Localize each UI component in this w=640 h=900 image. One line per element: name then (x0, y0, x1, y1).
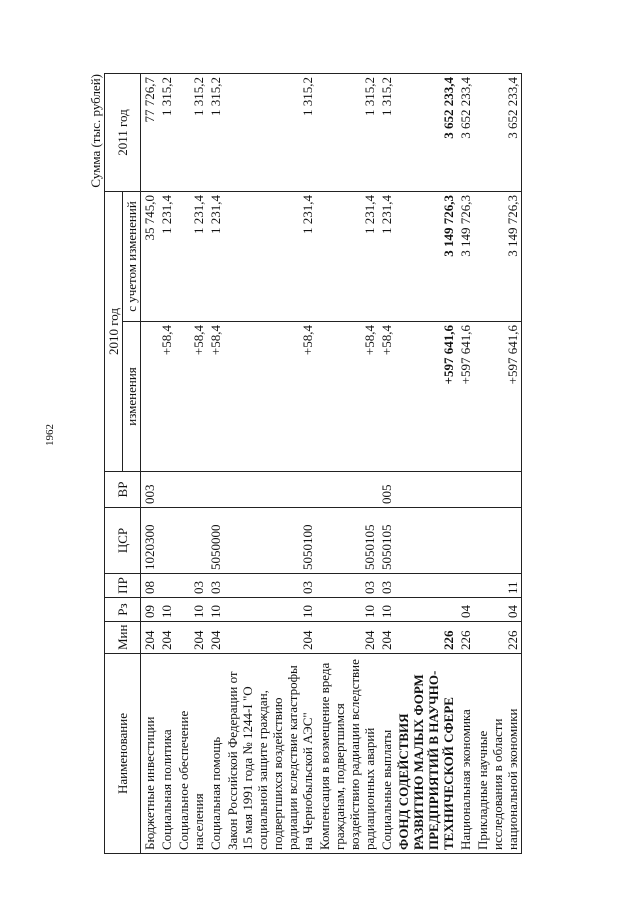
cell-with-changes: 3 149 726,3 (395, 192, 457, 322)
cell-pr: 11 (474, 574, 522, 598)
cell-pr: 03 (316, 574, 378, 598)
cell-csr: 5050105 (378, 508, 395, 574)
table-row (175, 74, 207, 854)
header-name: Наименование (105, 654, 141, 854)
cell-changes: +58,4 (378, 322, 395, 472)
cell-with-changes: 3 149 726,3 (474, 192, 522, 322)
cell-name: Социальные выплаты (378, 654, 395, 854)
header-pr: ПР (105, 574, 141, 598)
cell-year-2011: 3 652 233,4 (474, 74, 522, 192)
header-min: Мин (105, 622, 141, 654)
cell-rz: 04 (474, 598, 522, 622)
cell-csr: 5050000 (207, 508, 224, 574)
cell-vr (207, 472, 224, 508)
cell-rz: 04 (457, 598, 474, 622)
header-changes: изменения (123, 322, 141, 472)
table-row (207, 74, 224, 854)
cell-year-2011: 1 315,2 (207, 74, 224, 192)
cell-csr (175, 508, 207, 574)
cell-vr (158, 472, 175, 508)
budget-table (104, 73, 522, 854)
table-row (474, 74, 522, 854)
cell-changes: +58,4 (175, 322, 207, 472)
cell-changes: +597 641,6 (395, 322, 457, 472)
rotated-table-region (88, 74, 596, 854)
cell-csr (457, 508, 474, 574)
cell-min: 204 (141, 622, 159, 654)
cell-min: 204 (175, 622, 207, 654)
cell-pr: 03 (378, 574, 395, 598)
cell-changes: +58,4 (158, 322, 175, 472)
unit-label: Сумма (тыс. рублей) (88, 74, 103, 188)
table-row (395, 74, 457, 854)
cell-with-changes: 3 149 726,3 (457, 192, 474, 322)
table-row (457, 74, 474, 854)
header-year-2010: 2010 год (105, 192, 123, 472)
cell-year-2011: 3 652 233,4 (395, 74, 457, 192)
cell-name: Социальная помощь (207, 654, 224, 854)
cell-pr: 08 (141, 574, 159, 598)
cell-csr (395, 508, 457, 574)
cell-with-changes: 1 231,4 (378, 192, 395, 322)
cell-name: ФОНД СОДЕЙСТВИЯ РАЗВИТИЮ МАЛЫХ ФОРМ ПРЕДПРИЯТИЙ В НАУЧНО-ТЕХНИЧЕСКОЙ СФЕРЕ (395, 654, 457, 854)
cell-min: 204 (316, 622, 378, 654)
cell-name: Социальное обеспечение населения (175, 654, 207, 854)
cell-changes: +597 641,6 (457, 322, 474, 472)
cell-year-2011: 77 726,7 (141, 74, 159, 192)
cell-rz: 09 (141, 598, 159, 622)
cell-min: 226 (395, 622, 457, 654)
cell-with-changes: 1 231,4 (207, 192, 224, 322)
cell-year-2011: 1 315,2 (175, 74, 207, 192)
cell-rz: 10 (158, 598, 175, 622)
cell-pr (457, 574, 474, 598)
cell-changes: +58,4 (207, 322, 224, 472)
cell-changes (141, 322, 159, 472)
cell-name: Прикладные научные исследования в области национальной экономики (474, 654, 522, 854)
cell-changes: +58,4 (224, 322, 316, 472)
cell-vr: 003 (141, 472, 159, 508)
cell-year-2011: 1 315,2 (316, 74, 378, 192)
cell-rz: 10 (175, 598, 207, 622)
cell-min: 204 (158, 622, 175, 654)
cell-pr (158, 574, 175, 598)
cell-pr: 03 (207, 574, 224, 598)
cell-min: 204 (378, 622, 395, 654)
cell-changes: +58,4 (316, 322, 378, 472)
cell-pr: 03 (175, 574, 207, 598)
page-number: 1962 (44, 424, 56, 446)
cell-csr (474, 508, 522, 574)
table-row (316, 74, 378, 854)
cell-rz: 10 (316, 598, 378, 622)
cell-vr (474, 472, 522, 508)
cell-rz: 10 (207, 598, 224, 622)
cell-with-changes: 35 745,0 (141, 192, 159, 322)
header-rz: Рз (105, 598, 141, 622)
header-csr: ЦСР (105, 508, 141, 574)
cell-year-2011: 1 315,2 (378, 74, 395, 192)
cell-vr (316, 472, 378, 508)
cell-with-changes: 1 231,4 (158, 192, 175, 322)
cell-csr: 5050100 (224, 508, 316, 574)
table-row (224, 74, 316, 854)
cell-rz: 10 (378, 598, 395, 622)
cell-name: Закон Российской Федерации от 15 мая 1991 года № 1244-I "О социальной защите граждан, подвергшихся воздействию радиации вследствие катастрофы на Чернобыльской АЭС" (224, 654, 316, 854)
cell-min: 226 (457, 622, 474, 654)
header-year-2011: 2011 год (105, 74, 141, 192)
cell-vr (457, 472, 474, 508)
header-with-changes: с учетом изменений (123, 192, 141, 322)
cell-changes: +597 641,6 (474, 322, 522, 472)
cell-pr: 03 (224, 574, 316, 598)
cell-vr: 005 (378, 472, 395, 508)
cell-rz: 10 (224, 598, 316, 622)
cell-vr (224, 472, 316, 508)
cell-year-2011: 3 652 233,4 (457, 74, 474, 192)
cell-csr: 1020300 (141, 508, 159, 574)
cell-name: Компенсация в возмещение вреда гражданам, подвергшимся воздействию радиации вследствие радиационных аварий (316, 654, 378, 854)
cell-min: 226 (474, 622, 522, 654)
cell-csr: 5050105 (316, 508, 378, 574)
cell-year-2011: 1 315,2 (224, 74, 316, 192)
cell-pr (395, 574, 457, 598)
header-vr: ВР (105, 472, 141, 508)
cell-with-changes: 1 231,4 (175, 192, 207, 322)
cell-min: 204 (224, 622, 316, 654)
cell-vr (395, 472, 457, 508)
table-row (141, 74, 159, 854)
cell-name: Бюджетные инвестиции (141, 654, 159, 854)
table-body (141, 74, 522, 854)
cell-with-changes: 1 231,4 (224, 192, 316, 322)
cell-csr (158, 508, 175, 574)
cell-name: Социальная политика (158, 654, 175, 854)
cell-year-2011: 1 315,2 (158, 74, 175, 192)
cell-rz (395, 598, 457, 622)
cell-vr (175, 472, 207, 508)
cell-name: Национальная экономика (457, 654, 474, 854)
cell-min: 204 (207, 622, 224, 654)
table-row (158, 74, 175, 854)
cell-with-changes: 1 231,4 (316, 192, 378, 322)
table-row (378, 74, 395, 854)
